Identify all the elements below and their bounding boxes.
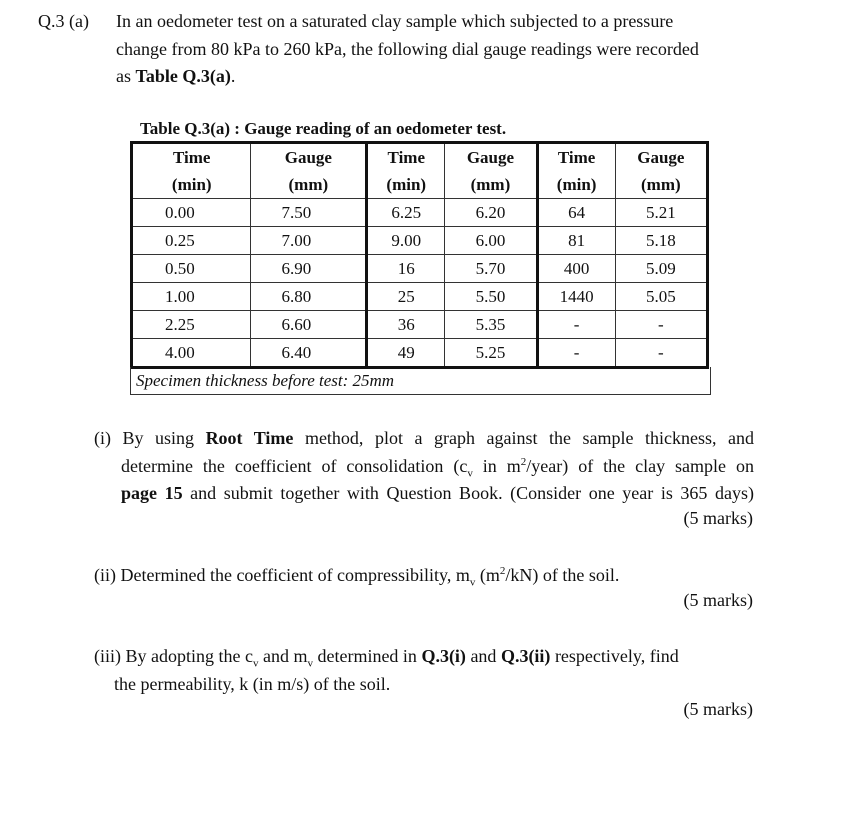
- intro-line-3: [116, 63, 756, 91]
- column-unit: (mm): [251, 171, 367, 199]
- part-iii-text: and: [465, 646, 501, 666]
- part-ii-text: /kN) of the soil.: [505, 565, 620, 585]
- part-iii-text: and m: [258, 646, 308, 666]
- intro-line-2: change from 80 kPa to 260 kPa, the following dial gauge readings were recorded: [116, 38, 699, 59]
- table-cell: 6.80: [251, 283, 367, 311]
- subscript: v: [467, 467, 473, 480]
- table-cell: 6.25: [367, 199, 445, 227]
- column-header: Time: [132, 143, 251, 172]
- column-unit: (min): [132, 171, 251, 199]
- table-cell: 0.50: [132, 255, 251, 283]
- table-cell: -: [537, 311, 615, 339]
- table-cell: 5.05: [615, 283, 707, 311]
- table-cell: 16: [367, 255, 445, 283]
- intro-line-1: In an oedometer test on a saturated clay sample which subjected to a pressure: [116, 11, 674, 31]
- table-row: [132, 255, 708, 283]
- table-cell: -: [537, 339, 615, 368]
- q3i-reference: Q.3(i): [421, 646, 466, 666]
- table-caption: Table Q.3(a) : Gauge reading of an oedometer test.: [140, 119, 507, 138]
- table-cell: 6.00: [445, 227, 537, 255]
- part-iii-text: respectively, find: [550, 646, 679, 666]
- part-i-text: method, plot a graph against the sample thickness, and: [293, 428, 754, 448]
- table-cell: 5.09: [615, 255, 707, 283]
- table-cell: 25: [367, 283, 445, 311]
- part-iii-line-2: the permeability, k (in m/s) of the soil.: [114, 673, 391, 694]
- table-cell: 5.70: [445, 255, 537, 283]
- part-ii-marks: (5 marks): [683, 590, 753, 610]
- root-time-method: Root Time: [205, 428, 294, 448]
- part-iii-text: (iii) By adopting the c: [94, 646, 253, 666]
- table-row: [132, 199, 708, 227]
- table-cell: -: [615, 311, 707, 339]
- table-cell: 7.00: [251, 227, 367, 255]
- part-ii: [94, 562, 754, 590]
- question-intro: [116, 8, 756, 91]
- part-i-marks: (5 marks): [683, 508, 753, 528]
- subscript: v: [469, 576, 476, 589]
- part-i-text: in m: [472, 455, 521, 476]
- table-row: [132, 227, 708, 255]
- part-i-text: /year) of the clay sample on: [526, 455, 754, 476]
- column-unit: (mm): [445, 171, 537, 199]
- intro-text: .: [230, 66, 236, 86]
- part-i: [94, 425, 754, 508]
- table-cell: 49: [367, 339, 445, 368]
- table-cell: 5.25: [445, 339, 537, 368]
- part-i-line-2: [94, 453, 754, 481]
- column-unit: (min): [367, 171, 445, 199]
- table-row: [132, 339, 708, 368]
- column-header: Time: [367, 143, 445, 172]
- superscript: 2: [499, 565, 506, 577]
- table-cell: 1440: [537, 283, 615, 311]
- table-cell: 6.40: [251, 339, 367, 368]
- table-cell: 6.20: [445, 199, 537, 227]
- table-cell: 0.25: [132, 227, 251, 255]
- part-ii-text: (m: [475, 565, 500, 585]
- table-cell: 6.60: [251, 311, 367, 339]
- table-cell: 9.00: [367, 227, 445, 255]
- part-i-text: (i) By using: [94, 428, 206, 448]
- table-cell: 0.00: [132, 199, 251, 227]
- table-cell: 7.50: [251, 199, 367, 227]
- table-cell: 6.90: [251, 255, 367, 283]
- table-cell: 5.21: [615, 199, 707, 227]
- table-cell: 5.18: [615, 227, 707, 255]
- superscript: 2: [520, 455, 527, 468]
- column-header: Gauge: [445, 143, 537, 172]
- part-iii-line-1: [94, 643, 754, 671]
- table-cell: 4.00: [132, 339, 251, 368]
- part-iii: [94, 643, 754, 698]
- table-cell: 5.35: [445, 311, 537, 339]
- part-i-line-1: [94, 425, 754, 453]
- table-cell: 1.00: [132, 283, 251, 311]
- gauge-table: [130, 141, 709, 369]
- table-cell: 2.25: [132, 311, 251, 339]
- column-header: Gauge: [615, 143, 707, 172]
- page-reference: page 15: [121, 483, 183, 503]
- column-unit: (min): [537, 171, 615, 199]
- part-ii-text: (ii) Determined the coefficient of compressibility, m: [94, 565, 470, 585]
- table-reference: Table Q.3(a): [135, 66, 231, 86]
- part-i-text: determine the coefficient of consolidation (c: [121, 455, 468, 476]
- table-cell: 400: [537, 255, 615, 283]
- part-i-text: and submit together with Question Book. (Consider one year is 365 days): [182, 483, 755, 503]
- intro-text: as: [116, 66, 136, 86]
- table-row: [132, 283, 708, 311]
- column-unit: (mm): [615, 171, 707, 199]
- part-i-line-3: [94, 480, 754, 508]
- part-ii-line: [94, 562, 754, 590]
- table-cell: 64: [537, 199, 615, 227]
- table-cell: 81: [537, 227, 615, 255]
- subscript: v: [252, 657, 259, 670]
- subscript: v: [307, 657, 313, 670]
- part-iii-marks: (5 marks): [683, 699, 753, 719]
- part-iii-text: determined in: [312, 646, 422, 666]
- table-row: [132, 311, 708, 339]
- table-cell: 36: [367, 311, 445, 339]
- table-cell: 5.50: [445, 283, 537, 311]
- specimen-thickness-note: Specimen thickness before test: 25mm: [130, 367, 711, 395]
- column-header: Time: [537, 143, 615, 172]
- q3ii-reference: Q.3(ii): [500, 646, 551, 666]
- table-cell: -: [615, 339, 707, 368]
- question-label: Q.3 (a): [38, 11, 89, 31]
- column-header: Gauge: [251, 143, 367, 172]
